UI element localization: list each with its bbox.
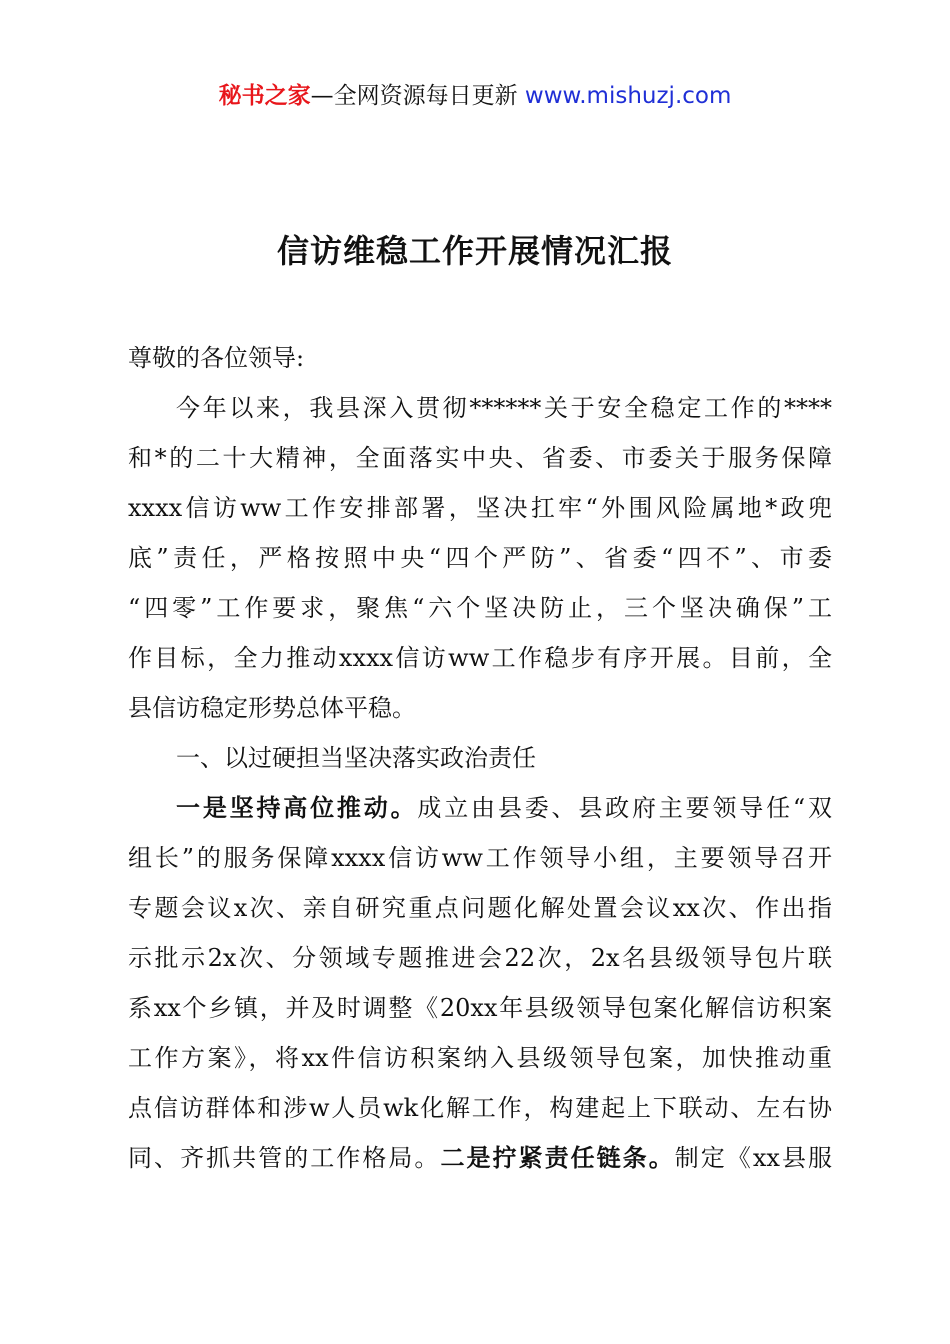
- paragraph-text: 成立由县委、县政府主要领导任“双: [417, 794, 832, 822]
- brand-name: 秘书之家: [218, 83, 311, 109]
- bold-lead: 一是坚持高位推动。: [176, 793, 418, 822]
- intro-line: xxxx信访ww工作安排部署，坚决扛牢“外围风险属地*政兜: [128, 494, 832, 522]
- intro-line: 和*的二十大精神，全面落实中央、省委、市委关于服务保障: [128, 444, 832, 472]
- section-heading: 一、以过硬担当坚决落实政治责任: [176, 744, 536, 772]
- paragraph-text: 同、齐抓共管的工作格局。: [128, 1144, 441, 1172]
- intro-line: 作目标，全力推动xxxx信访ww工作稳步有序开展。目前，全: [128, 644, 832, 672]
- intro-line: 今年以来，我县深入贯彻******关于安全稳定工作的****: [176, 394, 832, 422]
- paragraph-line: 专题会议x次、亲自研究重点问题化解处置会议xx次、作出指: [128, 894, 832, 922]
- paragraph-line: [128, 1133, 832, 1183]
- paragraph-line: 组长”的服务保障xxxx信访ww工作领导小组，主要领导召开: [128, 844, 832, 872]
- document-title: 信访维稳工作开展情况汇报: [276, 232, 673, 270]
- paragraph-line: 系xx个乡镇，并及时调整《20xx年县级领导包案化解信访积案: [128, 994, 832, 1022]
- header-tagline: —全网资源每日更新: [310, 83, 518, 109]
- salutation: 尊敬的各位领导:: [128, 344, 305, 372]
- document-body: [128, 333, 832, 1183]
- paragraph-line: 工作方案》，将xx件信访积案纳入县级领导包案，加快推动重: [128, 1044, 832, 1072]
- intro-line: “四零”工作要求，聚焦“六个坚决防止，三个坚决确保”工: [128, 594, 832, 622]
- paragraph-line: [128, 783, 832, 833]
- site-url: www.mishuzj.com: [524, 83, 732, 109]
- bold-lead: 二是拧紧责任链条。: [440, 1143, 675, 1172]
- watermark-header: [0, 80, 950, 112]
- intro-line: 底”责任，严格按照中央“四个严防”、省委“四不”、市委: [128, 544, 832, 572]
- paragraph-line: 点信访群体和涉w人员wk化解工作，构建起上下联动、左右协: [128, 1094, 832, 1122]
- paragraph-text: 制定《xx县服: [674, 1144, 832, 1172]
- intro-line: 县信访稳定形势总体平稳。: [128, 694, 416, 722]
- paragraph-line: 示批示2x次、分领域专题推进会22次，2x名县级领导包片联: [128, 944, 832, 972]
